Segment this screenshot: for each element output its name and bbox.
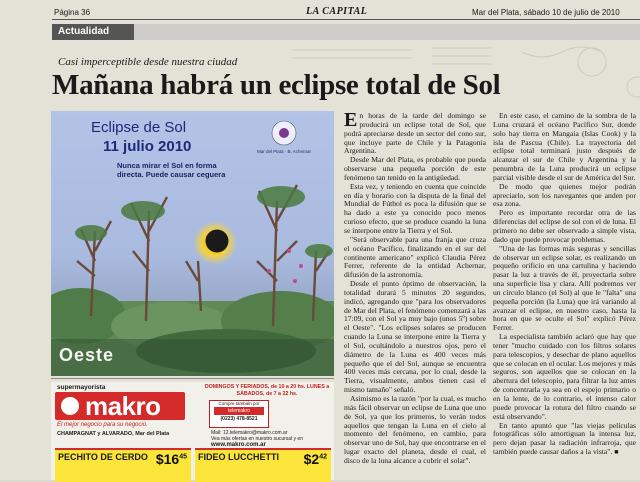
article-paragraph: "Será observable para una franja que cruza el océano Pacífico, finalizando en el sur del continente americano" explicó Claudia Pérez Ferrer, referente de la entidad Achernar, difusión de la astronomía. [344,234,486,280]
makro-logo [55,392,185,420]
article-paragraph: Desde Mar del Plata, es probable que pueda observarse una pequeña porción de este fenómeno tan tenido en la antigüedad. [344,155,486,182]
article-paragraph: Esta vez, y teniendo en cuenta que coincide en día y horario con la disputa de la final del Mundial de Fútbol es poca la difusión que se ha dado a este ya conocido poco menos curioso efecto, que se produce cuando la luna se interpone entre la Tierra y el Sol. [344,181,486,235]
product-name: FIDEO LUCCHETTI [198,452,279,462]
article-paragraph: En este caso, el camino de la sombra de la Luna cruzará el océano Pacífico Sur, donde solo hay tierra en Mangaia (Islas Cook) y la isla de Pascua (Chile). La trayectoria del eclipse total terminará justo después de alcanzar el sur de Chile y Argentina y la penumbra de la Luna producirá un eclipse parcial visible desde el sur de América del Sur. [493,111,636,182]
product-offer [55,448,191,482]
article-paragraph: En tanto apuntó que "las viejas películas fotográficas sólo amortiguan la intensa luz, pero dejan pasar la radiación infrarroja, que también puede causar daños a la vista". ■ [493,420,636,457]
article-column-2 [493,112,636,457]
ad-slogan: El mejor negocio para su negocio. [57,422,148,428]
ad-contact [211,430,331,448]
ad-website: www.makro.com.ar [211,442,266,448]
telemakro-intro: Compre también por [218,401,260,406]
page-dateline: Mar del Plata, sábado 10 de julio de 2010 [472,8,620,17]
product-name: PECHITO DE CERDO [58,452,148,462]
ad-email: Mail: 12.telemakro@makro.com.ar [211,430,288,436]
product-price: $\$16^{45}$ [155,451,187,467]
article-headline: Mañana habrá un eclipse total de Sol [52,69,501,101]
ad-opening-hours: DOMINGOS Y FERIADOS, de 10 a 20 hs. LUNES a SÁBADOS, de 7 a 22 hs. [204,384,330,397]
newspaper-masthead: LA CAPITAL [306,6,368,17]
drop-cap: E [344,109,358,131]
article-paragraph: De modo que quienes mejor podrán apreciarlo, son los navegantes que anden por esa zona. [493,181,636,209]
section-bar [52,24,640,40]
article-paragraph: "Una de las formas más seguras y sencillas de observar un eclipse solar, es realizando un pequeño orificio en una cartulina y haciendo pasar la luz a través de él, proyectarla sobre una superficie lisa y clara. Allí podremos ver un círculo blanco (el Sol) al que le "falta" una pequeña porción (la Luna) que irá variando al avanzar el eclipse, en nuestro caso, hasta la hora en que se oculte el Sol" explicó Pérez Ferrer. [493,243,636,333]
ad-offers-note: Vea más ofertas en nuestro sucursal y en [211,436,303,442]
article-paragraph: Pero es importante recordar otra de las diferencias del eclipse de sol con el de luna. El primero no debe ser observado a simple vista, dado que puede provocar problemas. [493,208,636,244]
article-paragraph: En horas de la tarde del domingo se producirá un eclipse total de Sol, que podrá apreciarse desde un sector del cono sur, que incluye parte de Chile y la Patagonia Argentina. [344,109,486,156]
product-offer [195,448,331,482]
telemakro-phone: (0223) 478-8521 [220,416,258,422]
eclipse-poster-photo [51,111,334,376]
product-price: $\$2^{42}$ [303,451,327,467]
poster-title: Eclipse de Sol [91,119,187,136]
article-paragraph: La especialista también aclaró que hay que tener "mucho cuidado con los filtros solares para telescopios, y desechar de plano aquellos que se colocan en el ocular. Los mejores y más seguros, son aquellos que se colocan en la abertura del telescopio, para filtrar la luz antes de concentrarla ya sea en el espejo primario o en la lente, de lo contrario, el intenso calor puede provocar la rotura del filtro cuando se está observando". [493,332,636,421]
article-paragraph: Desde el punto óptimo de observación, la totalidad durará 5 minutos 20 segundos, indicó, agregando que "para los observadores de Mar del Plata, el fenómeno comenzará a las 17:09, con el Sol ya muy bajo (unos 5º) sobre el Oeste". "Los eclipses solares se producen cuando la Luna se interpone entre la Tierra y el Sol, ocultándolo a nuestros ojos, pero el diámetro de la Luna es 400 veces más pequeño que el del Sol, aunque se encuentra 400 veces más cercana, por lo cual, desde la Tierra, visualmente, ambos tienen casi el mismo tamaño" señaló. [344,279,486,395]
makro-logo-word: makro [85,391,161,421]
makro-advertisement [51,382,334,480]
article-column-1 [344,109,486,466]
ad-chain-label: supermayorista [57,384,106,391]
header-rule [52,19,640,20]
ad-store-address: CHAMPAGNAT y ALVARADO, Mar del Plata [57,431,170,437]
poster-direction-label: Oeste [59,345,115,365]
makro-logo-mark-icon [61,397,79,415]
poster-date: 11 julio 2010 [103,138,192,155]
page-header [0,6,640,20]
ad-separator [51,378,334,379]
section-label: Actualidad [52,24,134,40]
telemakro-box [209,400,269,428]
telemakro-brand: telemakro [214,407,264,415]
page-number: Página 36 [54,8,91,17]
article-paragraph: Asimismo es la razón "por la cual, es mucho más fácil observar un eclipse de Luna que uno de Sol, ya que los primeros, lo verán todos aquellos que tengan la Luna en el cielo al momento del fenómeno, en cambio, para observar uno de Sol, hay que encontrarse en el lugar exacto del planeta, desde el cual, el disco de la luna alcance a cubrir el solar". [344,394,486,465]
poster-warning: Nunca mirar el Sol en forma directa. Puede causar ceguera [117,161,226,179]
article-kicker: Casi imperceptible desde nuestra ciudad [58,56,238,68]
article-end-mark: ■ [614,448,619,457]
poster-organization-caption: Mar del Plata · B. Achernar [256,149,312,154]
